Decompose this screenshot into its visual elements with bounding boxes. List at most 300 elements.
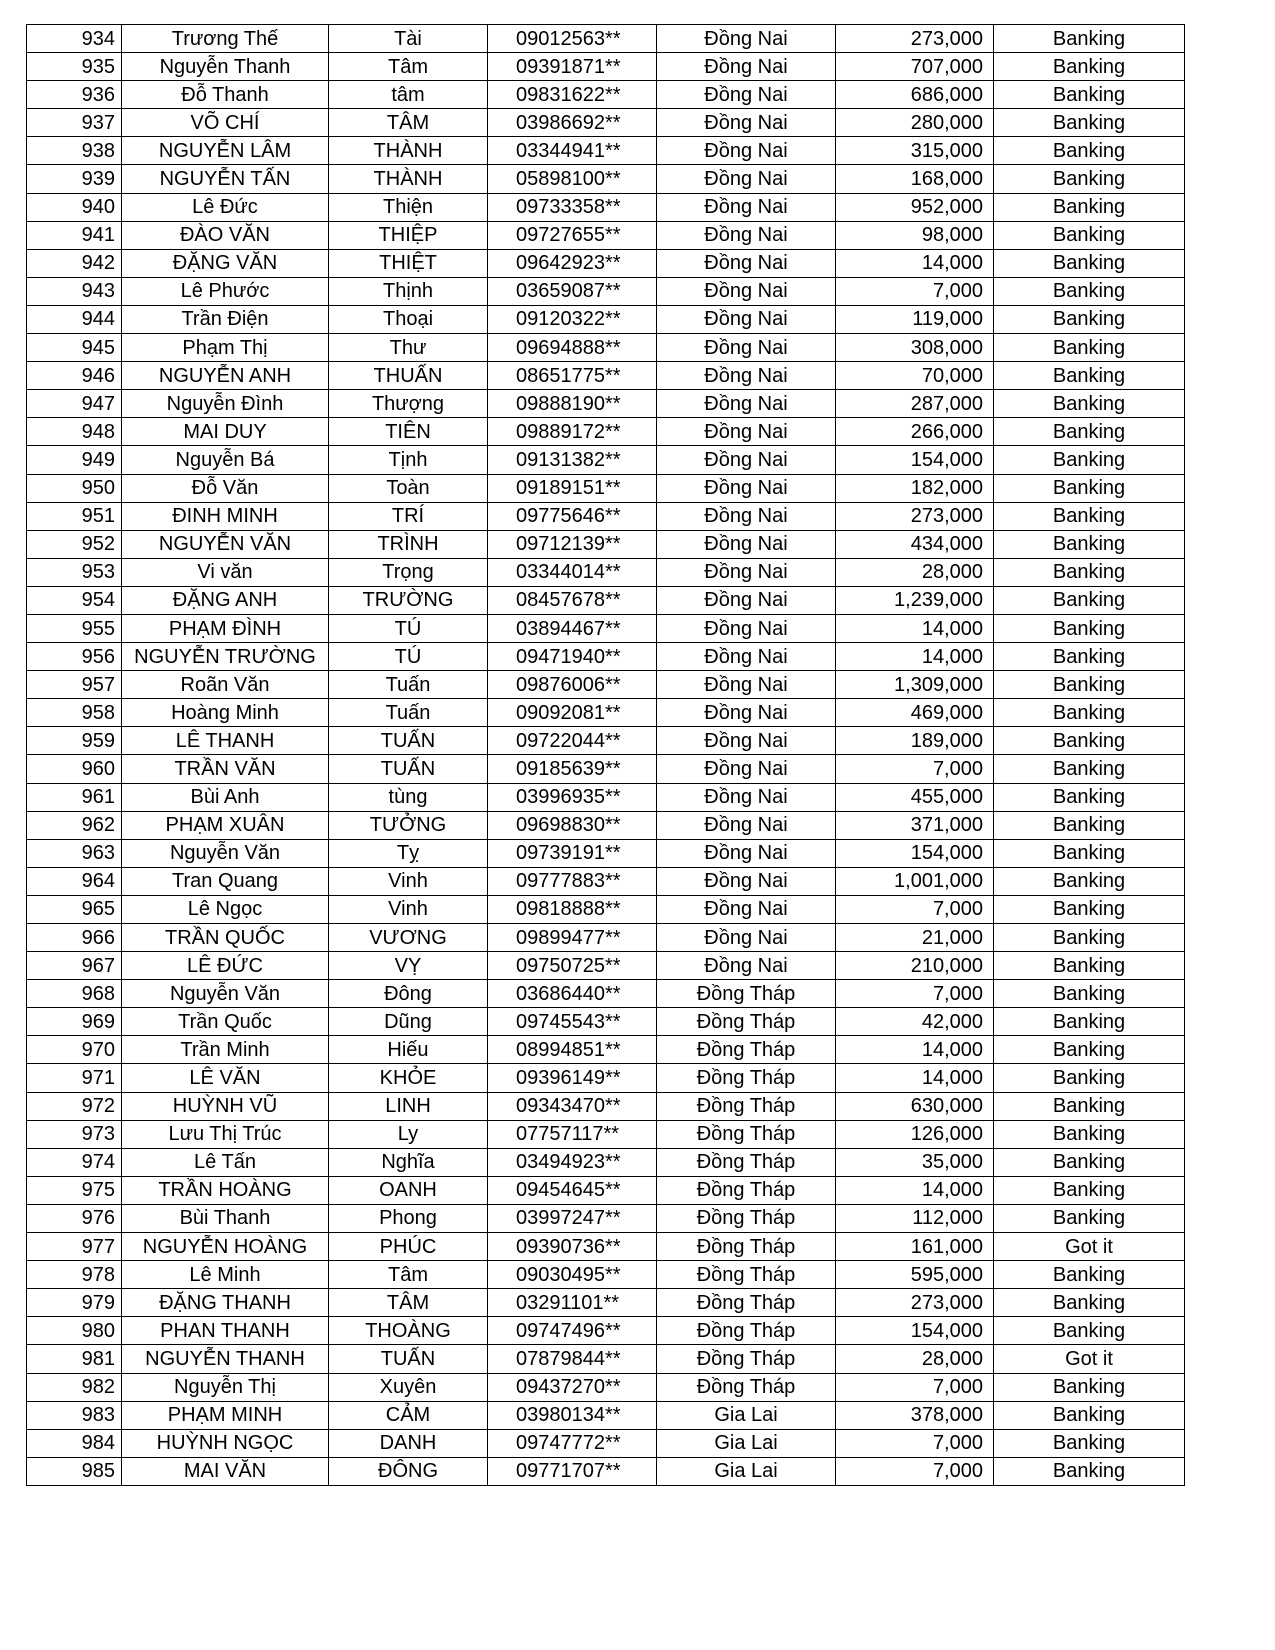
table-row xyxy=(27,418,1185,446)
table-row xyxy=(27,446,1185,474)
province-cell: Đồng Tháp xyxy=(657,1233,836,1261)
province-cell: Đồng Nai xyxy=(657,586,836,614)
given-name-cell: TUẤN xyxy=(329,755,488,783)
phone-cell: 09437270** xyxy=(488,1373,657,1401)
phone-cell: 09727655** xyxy=(488,221,657,249)
given-name-cell: Hiếu xyxy=(329,1036,488,1064)
table-row xyxy=(27,895,1185,923)
row-number: 951 xyxy=(27,502,122,530)
table-row xyxy=(27,53,1185,81)
given-name-cell: DANH xyxy=(329,1429,488,1457)
amount-cell: 14,000 xyxy=(836,614,994,642)
payment-method-cell: Got it xyxy=(994,1345,1185,1373)
province-cell: Đồng Tháp xyxy=(657,1148,836,1176)
table-row xyxy=(27,783,1185,811)
payment-method-cell: Banking xyxy=(994,1092,1185,1120)
table-row xyxy=(27,530,1185,558)
phone-cell: 09888190** xyxy=(488,390,657,418)
given-name-cell: OANH xyxy=(329,1176,488,1204)
province-cell: Đồng Nai xyxy=(657,530,836,558)
given-name-cell: ĐÔNG xyxy=(329,1457,488,1485)
province-cell: Đồng Nai xyxy=(657,952,836,980)
amount-cell: 14,000 xyxy=(836,643,994,671)
surname-cell: ĐẶNG VĂN xyxy=(122,249,329,277)
row-number: 954 xyxy=(27,586,122,614)
amount-cell: 469,000 xyxy=(836,699,994,727)
row-number: 940 xyxy=(27,193,122,221)
row-number: 952 xyxy=(27,530,122,558)
surname-cell: Nguyễn Văn xyxy=(122,839,329,867)
surname-cell: LÊ VĂN xyxy=(122,1064,329,1092)
phone-cell: 09642923** xyxy=(488,249,657,277)
amount-cell: 126,000 xyxy=(836,1120,994,1148)
amount-cell: 168,000 xyxy=(836,165,994,193)
phone-cell: 09745543** xyxy=(488,1008,657,1036)
given-name-cell: Phong xyxy=(329,1204,488,1232)
amount-cell: 308,000 xyxy=(836,334,994,362)
given-name-cell: TUẤN xyxy=(329,1345,488,1373)
surname-cell: Lưu Thị Trúc xyxy=(122,1120,329,1148)
table-row xyxy=(27,474,1185,502)
phone-cell: 09391871** xyxy=(488,53,657,81)
row-number: 980 xyxy=(27,1317,122,1345)
table-row xyxy=(27,1120,1185,1148)
amount-cell: 154,000 xyxy=(836,839,994,867)
row-number: 969 xyxy=(27,1008,122,1036)
payment-method-cell: Banking xyxy=(994,952,1185,980)
phone-cell: 09771707** xyxy=(488,1457,657,1485)
amount-cell: 378,000 xyxy=(836,1401,994,1429)
payment-method-cell: Banking xyxy=(994,1401,1185,1429)
surname-cell: Đỗ Văn xyxy=(122,474,329,502)
payment-method-cell: Banking xyxy=(994,530,1185,558)
phone-cell: 03996935** xyxy=(488,783,657,811)
surname-cell: TRẦN VĂN xyxy=(122,755,329,783)
row-number: 936 xyxy=(27,81,122,109)
given-name-cell: TÂM xyxy=(329,109,488,137)
row-number: 944 xyxy=(27,305,122,333)
row-number: 982 xyxy=(27,1373,122,1401)
surname-cell: Roãn Văn xyxy=(122,671,329,699)
given-name-cell: Tỵ xyxy=(329,839,488,867)
surname-cell: Trần Quốc xyxy=(122,1008,329,1036)
province-cell: Đồng Tháp xyxy=(657,1064,836,1092)
phone-cell: 08994851** xyxy=(488,1036,657,1064)
row-number: 966 xyxy=(27,924,122,952)
province-cell: Đồng Nai xyxy=(657,671,836,699)
table-row xyxy=(27,137,1185,165)
province-cell: Đồng Nai xyxy=(657,334,836,362)
surname-cell: Nguyễn Thị xyxy=(122,1373,329,1401)
province-cell: Đồng Tháp xyxy=(657,1261,836,1289)
payment-method-cell: Banking xyxy=(994,53,1185,81)
payment-method-cell: Banking xyxy=(994,1148,1185,1176)
row-number: 956 xyxy=(27,643,122,671)
surname-cell: NGUYỄN HOÀNG xyxy=(122,1233,329,1261)
table-row xyxy=(27,867,1185,895)
table-row xyxy=(27,558,1185,586)
table-row xyxy=(27,165,1185,193)
amount-cell: 952,000 xyxy=(836,193,994,221)
surname-cell: PHẠM ĐÌNH xyxy=(122,614,329,642)
payment-method-cell: Banking xyxy=(994,193,1185,221)
surname-cell: ĐINH MINH xyxy=(122,502,329,530)
table-row xyxy=(27,502,1185,530)
amount-cell: 7,000 xyxy=(836,895,994,923)
amount-cell: 28,000 xyxy=(836,558,994,586)
province-cell: Đồng Nai xyxy=(657,474,836,502)
row-number: 935 xyxy=(27,53,122,81)
table-row xyxy=(27,586,1185,614)
given-name-cell: TRƯỜNG xyxy=(329,586,488,614)
phone-cell: 09818888** xyxy=(488,895,657,923)
amount-cell: 112,000 xyxy=(836,1204,994,1232)
payment-method-cell: Banking xyxy=(994,783,1185,811)
phone-cell: 09750725** xyxy=(488,952,657,980)
amount-cell: 707,000 xyxy=(836,53,994,81)
given-name-cell: THUẤN xyxy=(329,362,488,390)
payment-method-cell: Banking xyxy=(994,895,1185,923)
phone-cell: 09454645** xyxy=(488,1176,657,1204)
given-name-cell: VƯƠNG xyxy=(329,924,488,952)
payment-method-cell: Banking xyxy=(994,418,1185,446)
table-row xyxy=(27,249,1185,277)
province-cell: Đồng Tháp xyxy=(657,1120,836,1148)
row-number: 979 xyxy=(27,1289,122,1317)
table-row xyxy=(27,924,1185,952)
province-cell: Đồng Nai xyxy=(657,277,836,305)
amount-cell: 630,000 xyxy=(836,1092,994,1120)
table-row xyxy=(27,1036,1185,1064)
amount-cell: 42,000 xyxy=(836,1008,994,1036)
given-name-cell: Thịnh xyxy=(329,277,488,305)
table-row xyxy=(27,1289,1185,1317)
amount-cell: 287,000 xyxy=(836,390,994,418)
given-name-cell: Tịnh xyxy=(329,446,488,474)
surname-cell: Nguyễn Văn xyxy=(122,980,329,1008)
province-cell: Gia Lai xyxy=(657,1457,836,1485)
given-name-cell: CẢM xyxy=(329,1401,488,1429)
given-name-cell: THÀNH xyxy=(329,137,488,165)
given-name-cell: TƯỞNG xyxy=(329,811,488,839)
given-name-cell: THIỆP xyxy=(329,221,488,249)
table-row xyxy=(27,390,1185,418)
surname-cell: PHẠM MINH xyxy=(122,1401,329,1429)
row-number: 938 xyxy=(27,137,122,165)
given-name-cell: PHÚC xyxy=(329,1233,488,1261)
phone-cell: 09694888** xyxy=(488,334,657,362)
phone-cell: 03986692** xyxy=(488,109,657,137)
province-cell: Đồng Nai xyxy=(657,446,836,474)
province-cell: Đồng Nai xyxy=(657,137,836,165)
payment-method-cell: Banking xyxy=(994,1289,1185,1317)
given-name-cell: TUẤN xyxy=(329,727,488,755)
row-number: 985 xyxy=(27,1457,122,1485)
province-cell: Đồng Nai xyxy=(657,109,836,137)
province-cell: Đồng Nai xyxy=(657,81,836,109)
surname-cell: ĐÀO VĂN xyxy=(122,221,329,249)
given-name-cell: THÀNH xyxy=(329,165,488,193)
province-cell: Đồng Tháp xyxy=(657,1204,836,1232)
payment-method-cell: Banking xyxy=(994,727,1185,755)
row-number: 981 xyxy=(27,1345,122,1373)
amount-cell: 14,000 xyxy=(836,249,994,277)
payment-method-cell: Banking xyxy=(994,1036,1185,1064)
row-number: 978 xyxy=(27,1261,122,1289)
surname-cell: Nguyễn Thanh xyxy=(122,53,329,81)
phone-cell: 03494923** xyxy=(488,1148,657,1176)
row-number: 973 xyxy=(27,1120,122,1148)
row-number: 968 xyxy=(27,980,122,1008)
amount-cell: 161,000 xyxy=(836,1233,994,1261)
table-row xyxy=(27,109,1185,137)
row-number: 942 xyxy=(27,249,122,277)
phone-cell: 09471940** xyxy=(488,643,657,671)
given-name-cell: Ly xyxy=(329,1120,488,1148)
surname-cell: Trần Minh xyxy=(122,1036,329,1064)
surname-cell: Bùi Anh xyxy=(122,783,329,811)
given-name-cell: THIỆT xyxy=(329,249,488,277)
surname-cell: PHAN THANH xyxy=(122,1317,329,1345)
payment-method-cell: Banking xyxy=(994,446,1185,474)
province-cell: Gia Lai xyxy=(657,1429,836,1457)
payment-method-cell: Banking xyxy=(994,1429,1185,1457)
surname-cell: Bùi Thanh xyxy=(122,1204,329,1232)
given-name-cell: Thiện xyxy=(329,193,488,221)
row-number: 972 xyxy=(27,1092,122,1120)
amount-cell: 7,000 xyxy=(836,755,994,783)
province-cell: Đồng Nai xyxy=(657,867,836,895)
row-number: 950 xyxy=(27,474,122,502)
amount-cell: 1,309,000 xyxy=(836,671,994,699)
phone-cell: 09831622** xyxy=(488,81,657,109)
phone-cell: 09889172** xyxy=(488,418,657,446)
phone-cell: 09012563** xyxy=(488,25,657,53)
payment-method-cell: Banking xyxy=(994,839,1185,867)
payment-method-cell: Banking xyxy=(994,643,1185,671)
surname-cell: NGUYỄN TẤN xyxy=(122,165,329,193)
phone-cell: 09739191** xyxy=(488,839,657,867)
surname-cell: NGUYỄN LÂM xyxy=(122,137,329,165)
payment-method-cell: Banking xyxy=(994,1064,1185,1092)
table-row xyxy=(27,334,1185,362)
given-name-cell: THOÀNG xyxy=(329,1317,488,1345)
payment-method-cell: Banking xyxy=(994,558,1185,586)
payment-method-cell: Banking xyxy=(994,1008,1185,1036)
payment-method-cell: Banking xyxy=(994,980,1185,1008)
row-number: 967 xyxy=(27,952,122,980)
table-row xyxy=(27,755,1185,783)
row-number: 947 xyxy=(27,390,122,418)
table-row xyxy=(27,1148,1185,1176)
row-number: 971 xyxy=(27,1064,122,1092)
province-cell: Đồng Tháp xyxy=(657,1092,836,1120)
amount-cell: 14,000 xyxy=(836,1036,994,1064)
row-number: 943 xyxy=(27,277,122,305)
payment-method-cell: Banking xyxy=(994,109,1185,137)
table-row xyxy=(27,671,1185,699)
phone-cell: 09396149** xyxy=(488,1064,657,1092)
payment-method-cell: Banking xyxy=(994,334,1185,362)
row-number: 963 xyxy=(27,839,122,867)
province-cell: Đồng Nai xyxy=(657,165,836,193)
amount-cell: 434,000 xyxy=(836,530,994,558)
row-number: 941 xyxy=(27,221,122,249)
given-name-cell: TÚ xyxy=(329,643,488,671)
amount-cell: 7,000 xyxy=(836,980,994,1008)
amount-cell: 210,000 xyxy=(836,952,994,980)
row-number: 959 xyxy=(27,727,122,755)
amount-cell: 7,000 xyxy=(836,1457,994,1485)
amount-cell: 7,000 xyxy=(836,1429,994,1457)
given-name-cell: Tuấn xyxy=(329,699,488,727)
phone-cell: 09185639** xyxy=(488,755,657,783)
surname-cell: Trương Thế xyxy=(122,25,329,53)
row-number: 976 xyxy=(27,1204,122,1232)
payment-method-cell: Banking xyxy=(994,362,1185,390)
payment-method-cell: Banking xyxy=(994,502,1185,530)
province-cell: Đồng Nai xyxy=(657,783,836,811)
table-row xyxy=(27,277,1185,305)
given-name-cell: LINH xyxy=(329,1092,488,1120)
phone-cell: 03980134** xyxy=(488,1401,657,1429)
province-cell: Gia Lai xyxy=(657,1401,836,1429)
given-name-cell: TIÊN xyxy=(329,418,488,446)
row-number: 945 xyxy=(27,334,122,362)
province-cell: Đồng Tháp xyxy=(657,1345,836,1373)
given-name-cell: VỴ xyxy=(329,952,488,980)
table-row xyxy=(27,811,1185,839)
given-name-cell: Vinh xyxy=(329,867,488,895)
surname-cell: Lê Đức xyxy=(122,193,329,221)
payment-method-cell: Banking xyxy=(994,671,1185,699)
row-number: 970 xyxy=(27,1036,122,1064)
table-row xyxy=(27,699,1185,727)
phone-cell: 09120322** xyxy=(488,305,657,333)
phone-cell: 09775646** xyxy=(488,502,657,530)
table-row xyxy=(27,1176,1185,1204)
phone-cell: 03344014** xyxy=(488,558,657,586)
given-name-cell: Trọng xyxy=(329,558,488,586)
payment-method-cell: Banking xyxy=(994,1204,1185,1232)
table-row xyxy=(27,1261,1185,1289)
surname-cell: TRẦN QUỐC xyxy=(122,924,329,952)
surname-cell: HUỲNH NGỌC xyxy=(122,1429,329,1457)
province-cell: Đồng Nai xyxy=(657,362,836,390)
table-row xyxy=(27,1457,1185,1485)
amount-cell: 7,000 xyxy=(836,277,994,305)
province-cell: Đồng Tháp xyxy=(657,1373,836,1401)
province-cell: Đồng Tháp xyxy=(657,1008,836,1036)
row-number: 955 xyxy=(27,614,122,642)
given-name-cell: Tài xyxy=(329,25,488,53)
amount-cell: 273,000 xyxy=(836,502,994,530)
payment-method-cell: Banking xyxy=(994,699,1185,727)
row-number: 965 xyxy=(27,895,122,923)
amount-cell: 14,000 xyxy=(836,1064,994,1092)
phone-cell: 07757117** xyxy=(488,1120,657,1148)
surname-cell: NGUYỄN VĂN xyxy=(122,530,329,558)
payment-method-cell: Banking xyxy=(994,1120,1185,1148)
row-number: 974 xyxy=(27,1148,122,1176)
row-number: 958 xyxy=(27,699,122,727)
table-row xyxy=(27,727,1185,755)
payment-method-cell: Banking xyxy=(994,474,1185,502)
given-name-cell: Thượng xyxy=(329,390,488,418)
row-number: 962 xyxy=(27,811,122,839)
given-name-cell: Nghĩa xyxy=(329,1148,488,1176)
surname-cell: NGUYỄN THANH xyxy=(122,1345,329,1373)
payment-method-cell: Banking xyxy=(994,390,1185,418)
amount-cell: 455,000 xyxy=(836,783,994,811)
row-number: 961 xyxy=(27,783,122,811)
table-row xyxy=(27,614,1185,642)
phone-cell: 09343470** xyxy=(488,1092,657,1120)
payment-method-cell: Banking xyxy=(994,137,1185,165)
surname-cell: HUỲNH VŨ xyxy=(122,1092,329,1120)
row-number: 957 xyxy=(27,671,122,699)
phone-cell: 09092081** xyxy=(488,699,657,727)
amount-cell: 273,000 xyxy=(836,1289,994,1317)
table-row xyxy=(27,1204,1185,1232)
table-row xyxy=(27,1317,1185,1345)
payment-method-cell: Banking xyxy=(994,249,1185,277)
amount-cell: 14,000 xyxy=(836,1176,994,1204)
given-name-cell: Thư xyxy=(329,334,488,362)
table-row xyxy=(27,839,1185,867)
payment-method-cell: Banking xyxy=(994,277,1185,305)
table-row xyxy=(27,1429,1185,1457)
province-cell: Đồng Tháp xyxy=(657,1176,836,1204)
phone-cell: 09876006** xyxy=(488,671,657,699)
province-cell: Đồng Nai xyxy=(657,727,836,755)
phone-cell: 03894467** xyxy=(488,614,657,642)
province-cell: Đồng Nai xyxy=(657,839,836,867)
province-cell: Đồng Nai xyxy=(657,25,836,53)
table-row xyxy=(27,1345,1185,1373)
table-row xyxy=(27,193,1185,221)
surname-cell: MAI VĂN xyxy=(122,1457,329,1485)
province-cell: Đồng Nai xyxy=(657,193,836,221)
given-name-cell: TÂM xyxy=(329,1289,488,1317)
row-number: 975 xyxy=(27,1176,122,1204)
province-cell: Đồng Tháp xyxy=(657,1036,836,1064)
province-cell: Đồng Nai xyxy=(657,502,836,530)
amount-cell: 28,000 xyxy=(836,1345,994,1373)
table-row xyxy=(27,305,1185,333)
row-number: 934 xyxy=(27,25,122,53)
payment-method-cell: Banking xyxy=(994,165,1185,193)
phone-cell: 09189151** xyxy=(488,474,657,502)
table-row xyxy=(27,1008,1185,1036)
surname-cell: VÕ CHÍ xyxy=(122,109,329,137)
surname-cell: Nguyễn Bá xyxy=(122,446,329,474)
payment-method-cell: Banking xyxy=(994,1176,1185,1204)
row-number: 983 xyxy=(27,1401,122,1429)
phone-cell: 03686440** xyxy=(488,980,657,1008)
given-name-cell: Dũng xyxy=(329,1008,488,1036)
table-row xyxy=(27,1064,1185,1092)
province-cell: Đồng Tháp xyxy=(657,1289,836,1317)
surname-cell: NGUYỄN ANH xyxy=(122,362,329,390)
province-cell: Đồng Nai xyxy=(657,895,836,923)
phone-cell: 07879844** xyxy=(488,1345,657,1373)
payment-method-cell: Banking xyxy=(994,1317,1185,1345)
amount-cell: 595,000 xyxy=(836,1261,994,1289)
phone-cell: 08457678** xyxy=(488,586,657,614)
province-cell: Đồng Tháp xyxy=(657,1317,836,1345)
surname-cell: MAI DUY xyxy=(122,418,329,446)
